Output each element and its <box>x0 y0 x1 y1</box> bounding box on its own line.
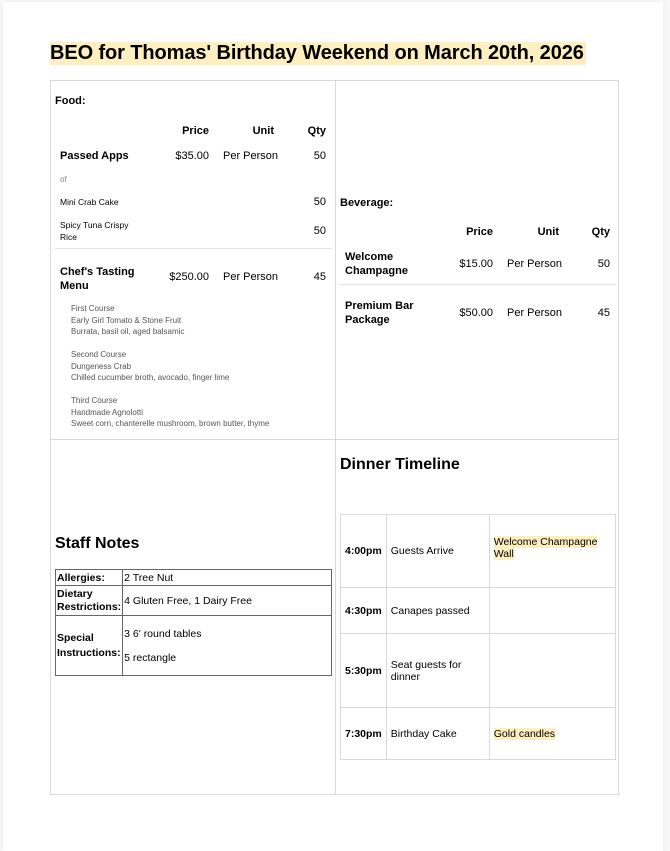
beverage-item-price: $50.00 <box>459 307 493 319</box>
timeline-note-text: Gold candles <box>493 727 556 740</box>
staff-notes-value: 4 Gluten Free, 1 Dairy Free <box>123 586 332 616</box>
beverage-heading: Beverage: <box>340 197 394 209</box>
passed-app-item-qty: 50 <box>313 196 326 208</box>
course-block <box>71 395 269 430</box>
timeline-row <box>341 515 616 588</box>
staff-notes-value: 2 Tree Nut <box>123 570 332 586</box>
staff-notes-label: Special Instructions: <box>56 616 123 676</box>
passed-app-item-qty: 50 <box>313 225 326 237</box>
passed-apps-qty: 50 <box>313 150 326 162</box>
beverage-item-name: Premium Bar Package <box>345 300 414 326</box>
staff-notes-row <box>56 570 332 586</box>
beverage-unit-header: Unit <box>537 226 559 238</box>
staff-notes-label: Allergies: <box>56 570 123 586</box>
timeline-note <box>489 588 615 634</box>
course-dish: Dungeness Crab <box>71 361 132 371</box>
food-heading: Food: <box>55 95 86 107</box>
timeline-note-text: Welcome Champagne Wall <box>493 536 598 560</box>
course-title: First Course <box>71 304 115 313</box>
passed-apps-name: Passed Apps <box>60 150 129 162</box>
timeline-table <box>340 514 616 760</box>
passed-app-item-name: Spicy Tuna Crispy Rice <box>60 220 129 242</box>
beverage-item-qty: 50 <box>597 258 610 270</box>
timeline-time: 7:30pm <box>341 708 387 760</box>
tasting-menu-price: $250.00 <box>169 271 209 283</box>
row-divider <box>51 439 618 440</box>
staff-notes-heading: Staff Notes <box>55 535 140 552</box>
course-dish: Handmade Agnolotti <box>71 407 144 417</box>
passed-apps-price: $35.00 <box>175 150 209 162</box>
tasting-menu-unit: Per Person <box>223 271 279 283</box>
beverage-item-name: Welcome Champagne <box>345 251 408 277</box>
timeline-activity: Birthday Cake <box>386 708 489 760</box>
timeline-activity: Canapes passed <box>386 588 489 634</box>
course-block <box>71 349 229 384</box>
passed-apps-unit: Per Person <box>223 150 279 162</box>
timeline-time: 4:00pm <box>341 515 387 588</box>
food-row-separator <box>55 248 332 249</box>
timeline-heading: Dinner Timeline <box>340 456 460 473</box>
beverage-row-separator <box>340 284 616 285</box>
column-divider <box>335 81 336 794</box>
course-description: Sweet corn, chanterelle mushroom, brown butter, thyme <box>71 419 270 428</box>
beo-layout-grid <box>50 80 619 795</box>
course-description: Burrata, basil oil, aged balsamic <box>71 327 185 336</box>
beverage-price-header: Price <box>466 226 493 238</box>
instruction-line: 3 6' round tables <box>124 627 202 640</box>
timeline-row <box>341 708 616 760</box>
tasting-menu-qty: 45 <box>313 271 326 283</box>
timeline-note <box>489 515 615 588</box>
passed-app-item-name: Mini Crab Cake <box>60 197 119 207</box>
beverage-item-price: $15.00 <box>459 258 493 270</box>
timeline-time: 4:30pm <box>341 588 387 634</box>
beverage-item-unit: Per Person <box>507 307 563 319</box>
timeline-row <box>341 588 616 634</box>
beverage-qty-header: Qty <box>591 226 610 238</box>
timeline-activity: Guests Arrive <box>386 515 489 588</box>
course-description: Chilled cucumber broth, avocado, finger lime <box>71 373 230 382</box>
staff-notes-row <box>56 586 332 616</box>
course-title: Third Course <box>71 396 118 405</box>
instruction-line: 5 rectangle <box>124 651 177 664</box>
timeline-row <box>341 634 616 708</box>
beverage-item-qty: 45 <box>597 307 610 319</box>
timeline-note <box>489 634 615 708</box>
food-price-header: Price <box>182 125 209 137</box>
course-dish: Early Girl Tomato & Stone Fruit <box>71 315 182 325</box>
document-page <box>3 2 663 851</box>
staff-notes-row <box>56 616 332 676</box>
food-unit-header: Unit <box>252 125 274 137</box>
food-qty-header: Qty <box>307 125 326 137</box>
timeline-note <box>489 708 615 760</box>
beverage-item-unit: Per Person <box>507 258 563 270</box>
timeline-activity: Seat guests for dinner <box>386 634 489 708</box>
document-title: BEO for Thomas' Birthday Weekend on March 20th, 2026 <box>50 42 584 64</box>
staff-notes-value <box>123 616 332 676</box>
tasting-menu-name: Chef's Tasting Menu <box>60 266 135 292</box>
staff-notes-label: Dietary Restrictions: <box>56 586 123 616</box>
course-block <box>71 303 184 338</box>
timeline-time: 5:30pm <box>341 634 387 708</box>
course-title: Second Course <box>71 350 127 359</box>
staff-notes-table <box>55 569 332 676</box>
passed-apps-note: of <box>60 175 67 184</box>
